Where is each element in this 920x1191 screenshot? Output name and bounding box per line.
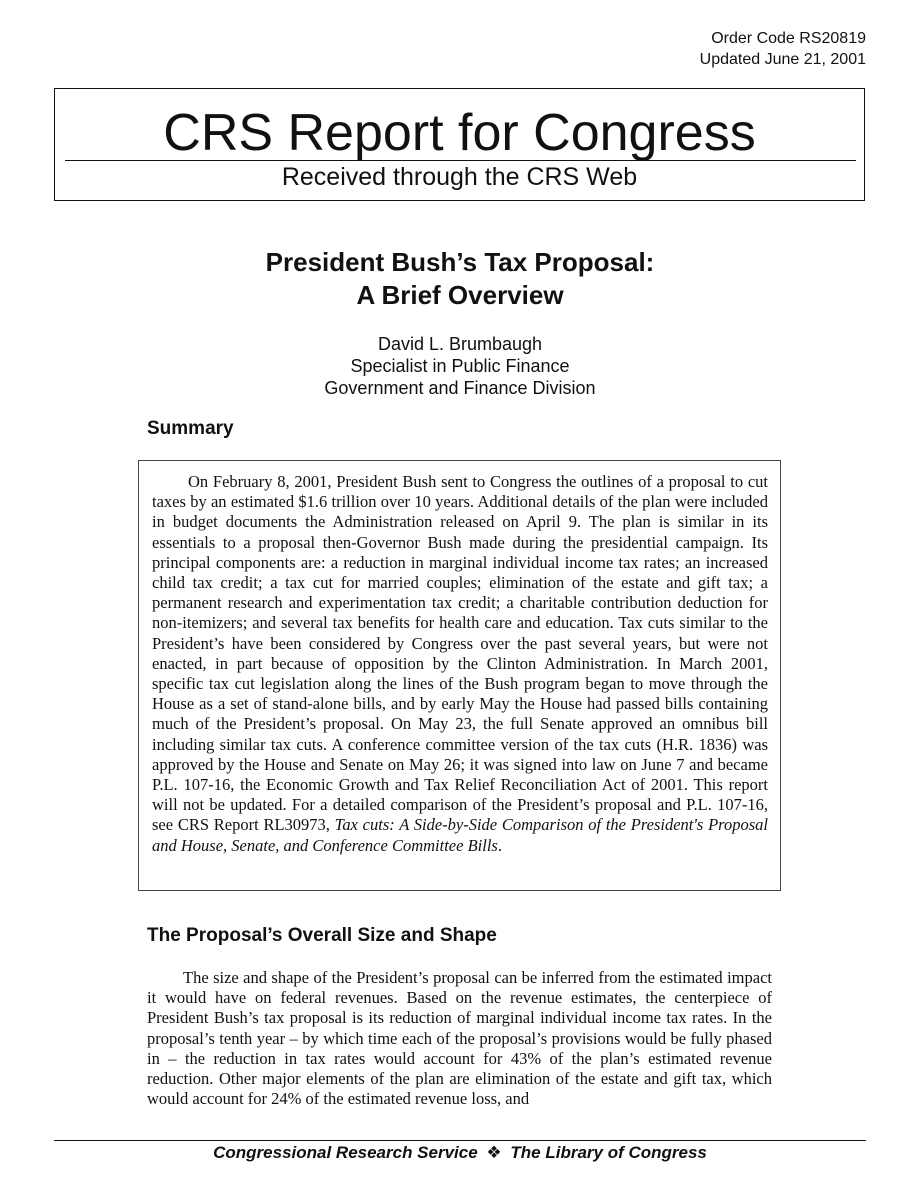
summary-heading: Summary bbox=[147, 418, 234, 439]
banner-title: CRS Report for Congress bbox=[163, 104, 756, 162]
order-info bbox=[700, 28, 866, 70]
author-title: Specialist in Public Finance bbox=[350, 356, 570, 376]
document-title bbox=[0, 246, 920, 312]
footer-divider bbox=[54, 1140, 866, 1141]
summary-box bbox=[138, 460, 781, 891]
banner-divider bbox=[65, 160, 856, 161]
footer-left: Congressional Research Service bbox=[213, 1143, 478, 1162]
footer-right: The Library of Congress bbox=[510, 1143, 707, 1162]
author-name: David L. Brumbaugh bbox=[377, 334, 543, 354]
diamond-icon: ❖ bbox=[486, 1143, 502, 1162]
author-block bbox=[0, 333, 920, 399]
section-paragraph: The size and shape of the President’s proposal can be inferred from the estimated impact it would have on federal revenues. Based on the revenue estimates, the centerpiece of President Bush’s tax proposal is its reduction of marginal individual income tax rates. In the proposal’s tenth year – by which time each of the proposal’s provisions would be fully phased in – the reduction in tax rates would account for 43% of the plan’s estimated revenue reduction. Other major elements of the plan are elimination of the estate and gift tax, which would account for 24% of the estimated revenue loss, and bbox=[147, 968, 772, 1109]
summary-end: . bbox=[497, 835, 502, 855]
banner-subtitle: Received through the CRS Web bbox=[281, 163, 638, 191]
document-title-line2: A Brief Overview bbox=[356, 280, 564, 310]
summary-paragraph bbox=[152, 472, 768, 856]
section-body bbox=[147, 968, 772, 1109]
report-banner bbox=[54, 88, 865, 201]
author-division: Government and Finance Division bbox=[324, 378, 596, 398]
document-title-line1: President Bush’s Tax Proposal: bbox=[265, 247, 655, 277]
order-code: Order Code RS20819 bbox=[711, 30, 866, 47]
summary-text: On February 8, 2001, President Bush sent to Congress the outlines of a proposal to cut taxes by an estimated $1.6 trillion over 10 years. Additional details of the plan were included in budget documents the Administration released on April 9. The plan is similar in its essentials to a proposal then-Governor Bush made during the presidential campaign. Its principal components are: a reduction in marginal individual income tax rates; an increased child tax credit; a tax cut for married couples; elimination of the estate and gift tax; a permanent research and experimentation tax credit; a charitable contribution deduction for non-itemizers; and several tax benefits for health care and education. Tax cuts similar to the President’s have been considered by Congress over the past several years, but were not enacted, in part because of opposition by the Clinton Administration. In March 2001, specific tax cut legislation along the lines of the Bush program began to move through the House as a set of stand-alone bills, and by early May the House had passed bills containing much of the President’s proposal. On May 23, the full Senate approved an omnibus bill including similar tax cuts. A conference committee version of the tax cuts (H.R. 1836) was approved by the House and Senate on May 26; it was signed into law on June 7 and became P.L. 107-16, the Economic Growth and Tax Relief Reconciliation Act of 2001. This report will not be updated. For a detailed comparison of the President’s proposal and P.L. 107-16, see CRS Report RL30973, bbox=[152, 472, 768, 835]
footer bbox=[0, 1142, 920, 1164]
section-heading: The Proposal’s Overall Size and Shape bbox=[147, 925, 497, 946]
updated-date: Updated June 21, 2001 bbox=[699, 51, 866, 68]
summary-citation: Tax cuts: A Side-by-Side Comparison of the President's Proposal and House, Senate, and Conference Committee Bills bbox=[152, 815, 768, 855]
